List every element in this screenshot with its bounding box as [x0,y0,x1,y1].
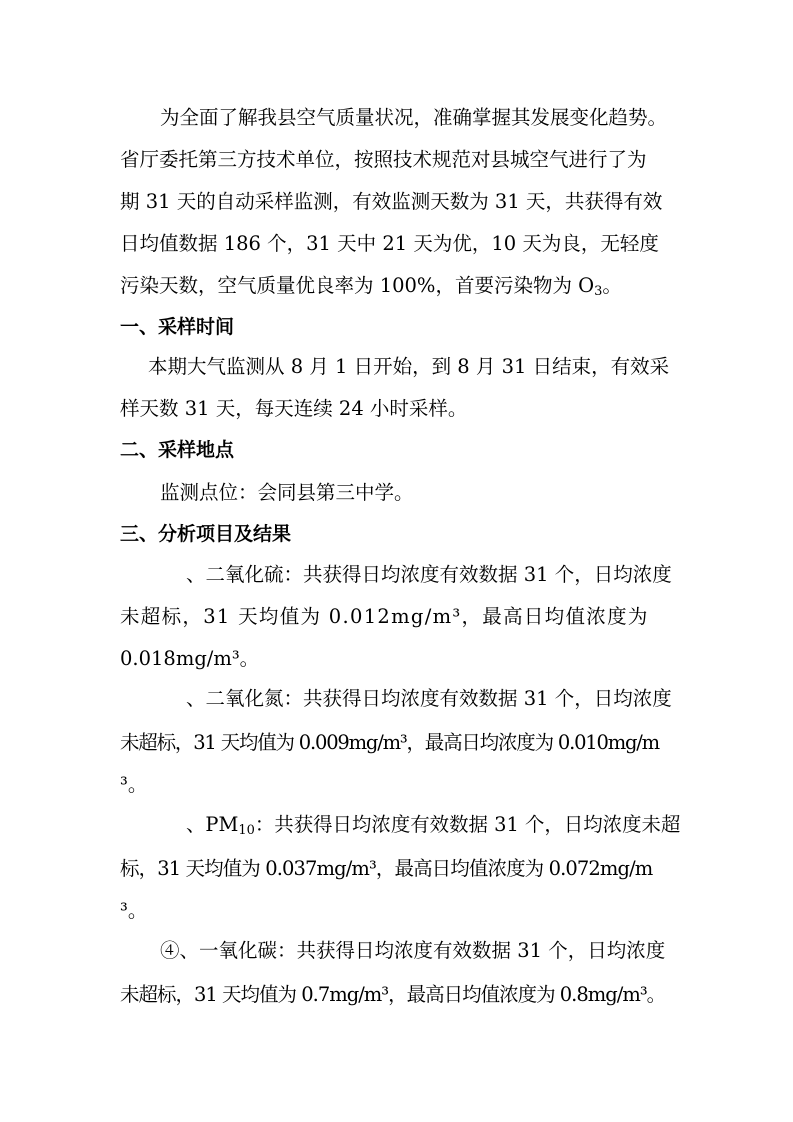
no2-line-1: 、二氧化氮：共获得日均浓度有效数据 31 个，日均浓度 [186,687,672,710]
section-2-line-1: 监测点位：会同县第三中学。 [160,481,414,504]
section-3-heading: 三、分析项目及结果 [120,523,292,545]
pm10-line-1-rest: ：共获得日均浓度有效数据 31 个，日均浓度未超 [254,813,681,836]
section-1-line-2: 样天数 31 天，每天连续 24 小时采样。 [120,397,468,420]
intro-line-5 [120,276,622,298]
no2-line-2: 未超标，31 天均值为 0.009mg/m³，最高日均浓度为 0.010mg/m [120,731,659,754]
pm10-line-3: ³。 [120,899,148,922]
pm10-line-2: 标，31 天均值为 0.037mg/m³，最高日均值浓度为 0.072mg/m [120,857,653,880]
intro-line-4: 日均值数据 186 个，31 天中 21 天为优，10 天为良，无轻度 [120,232,659,255]
intro-line-5-text: 污染天数，空气质量优良率为 100%，首要污染物为 O [120,274,595,297]
so2-line-2: 未超标，31 天均值为 0.012mg/m³，最高日均值浓度为 [120,605,649,628]
section-2-heading: 二、采样地点 [120,439,235,461]
intro-line-1: 为全面了解我县空气质量状况，准确掌握其发展变化趋势。 [160,106,668,129]
pm10-subscript: 10 [238,823,255,838]
pm10-prefix: 、PM [186,813,239,836]
section-1-heading: 一、采样时间 [120,316,235,338]
intro-line-3: 期 31 天的自动采样监测，有效监测天数为 31 天，共获得有效 [120,190,663,213]
ozone-subscript: 3 [594,284,603,299]
so2-line-1: 、二氧化硫：共获得日均浓度有效数据 31 个，日均浓度 [186,563,672,586]
no2-line-3: ³。 [120,773,148,796]
co-line-1: ④、一氧化碳：共获得日均浓度有效数据 31 个，日均浓度 [160,939,666,962]
pm10-line-1 [186,815,680,837]
so2-line-3: 0.018mg/m³。 [120,647,260,670]
section-1-line-1: 本期大气监测从 8 月 1 日开始，到 8 月 31 日结束，有效采 [148,355,670,378]
intro-line-2: 省厅委托第三方技术单位，按照技术规范对县城空气进行了为 [120,148,647,171]
intro-line-5-end: 。 [602,274,622,297]
co-line-2: 未超标，31 天均值为 0.7mg/m³，最高日均值浓度为 0.8mg/m³。 [120,983,666,1006]
